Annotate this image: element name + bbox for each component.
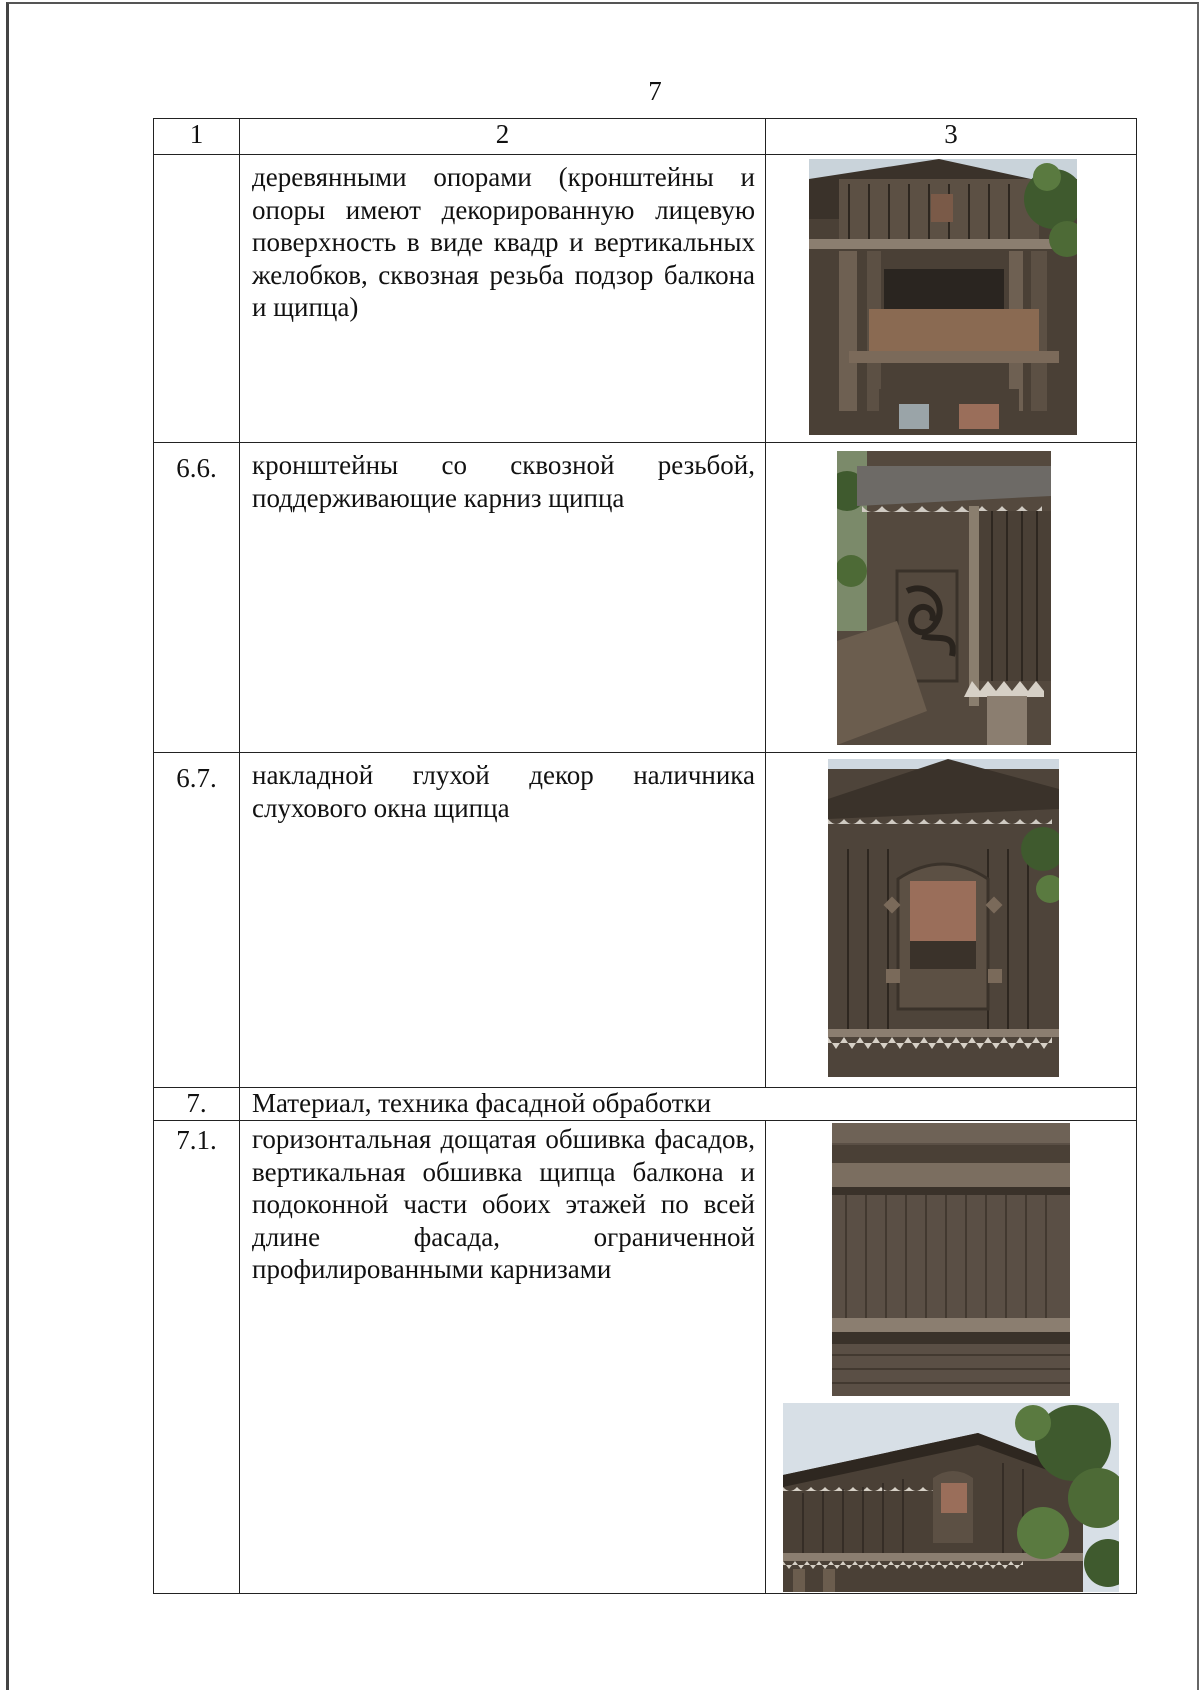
inspection-table [153, 118, 1137, 1594]
header-col-3: 3 [766, 119, 1137, 155]
row-description: кронштейны со сквозной резьбой, поддерживающие карниз щипца [240, 443, 766, 753]
table-row [154, 443, 1137, 753]
row-number [154, 155, 240, 443]
row-description: деревянными опорами (кронштейны и опоры имеют декорированную лицевую поверхность в виде квадр и вертикальных желобков, сквозная резьба подзор балкона и щипца) [240, 155, 766, 443]
page-number: 7 [648, 76, 662, 106]
row-photo-cell [766, 155, 1137, 443]
row-description: горизонтальная дощатая обшивка фасадов, вертикальная обшивка щипца балкона и подоконной части обоих этажей по всей длине фасада, ограниченной профилированными карнизами [240, 1121, 766, 1594]
photo-balcony-facade [809, 159, 1077, 435]
photo-carved-brackets [837, 451, 1051, 745]
row-photo-cell [766, 443, 1137, 753]
table-row [154, 155, 1137, 443]
table-row [154, 1121, 1137, 1594]
photo-wood-cladding [832, 1123, 1070, 1396]
row-photo-cell [766, 753, 1137, 1088]
section-number: 7. [154, 1088, 240, 1121]
header-col-1: 1 [154, 119, 240, 155]
row-description: накладной глухой декор наличника слухового окна щипца [240, 753, 766, 1088]
header-col-2: 2 [240, 119, 766, 155]
row-photo-cell [766, 1121, 1137, 1594]
row-number: 7.1. [154, 1121, 240, 1594]
row-number: 6.7. [154, 753, 240, 1088]
photo-dormer-window-trim [828, 759, 1059, 1077]
section-row [154, 1088, 1137, 1121]
table-row [154, 753, 1137, 1088]
photo-gable-overview [783, 1403, 1119, 1592]
section-title: Материал, техника фасадной обработки [240, 1088, 1137, 1121]
row-number: 6.6. [154, 443, 240, 753]
table-header-row [154, 119, 1137, 155]
